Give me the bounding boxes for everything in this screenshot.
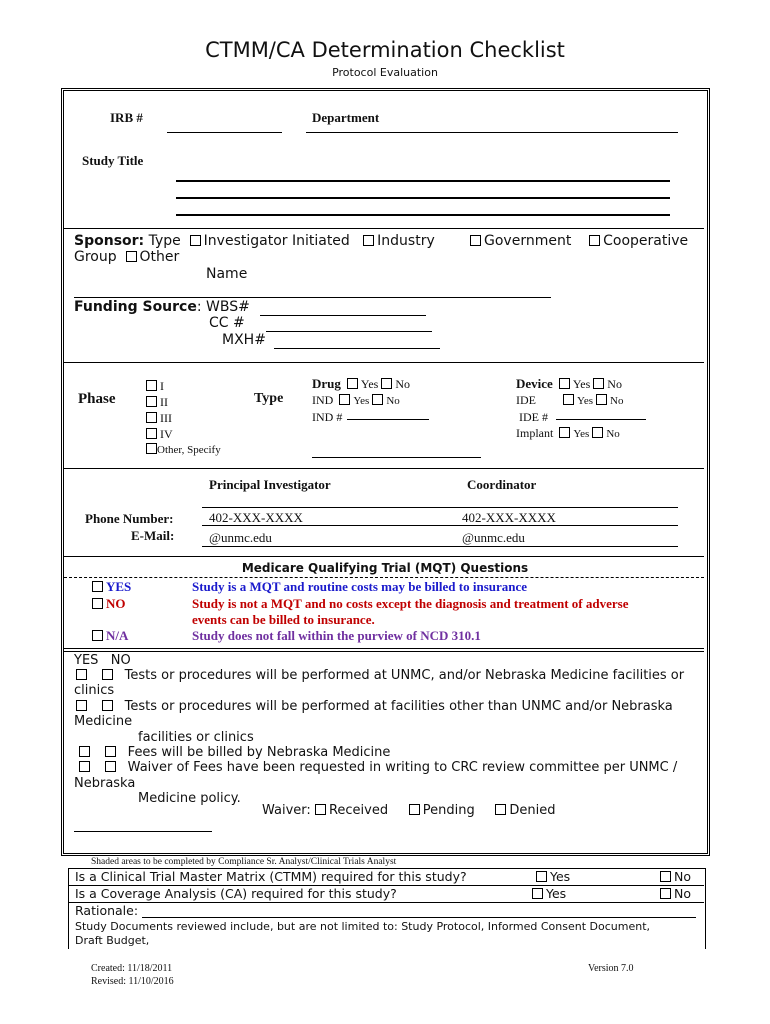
ind-number-field[interactable] bbox=[347, 419, 429, 420]
q2-text-cont: Medicine bbox=[74, 714, 133, 730]
implant-yes-checkbox[interactable] bbox=[559, 427, 570, 438]
phone-field-line bbox=[202, 525, 678, 526]
sponsor-label: Sponsor: bbox=[74, 233, 145, 249]
page-title: CTMM/CA Determination Checklist bbox=[205, 38, 565, 62]
device-yes-checkbox[interactable] bbox=[559, 378, 570, 389]
department-label: Department bbox=[312, 110, 380, 125]
email-label: E-Mail: bbox=[131, 528, 175, 543]
sponsor-name-field[interactable] bbox=[74, 297, 551, 298]
implant-no-label: No bbox=[606, 428, 620, 440]
page-subtitle: Protocol Evaluation bbox=[332, 66, 438, 79]
ctmm-question: Is a Clinical Trial Master Matrix (CTMM) required for this study? bbox=[75, 869, 467, 884]
phase-options bbox=[146, 378, 221, 458]
study-title-field-1[interactable] bbox=[176, 180, 670, 182]
ctmm-no-option[interactable] bbox=[660, 869, 691, 884]
waiver-label: Waiver: bbox=[262, 803, 311, 818]
phase-other-label: Other, Specify bbox=[157, 444, 221, 456]
q4-text: Waiver of Fees have been requested in writing to CRC review committee per UNMC / bbox=[127, 760, 678, 776]
wbs-label: : WBS# bbox=[196, 299, 250, 315]
section-divider bbox=[64, 228, 704, 229]
study-title-field-3[interactable] bbox=[176, 214, 670, 216]
device-block bbox=[516, 376, 623, 442]
ide-number-field[interactable] bbox=[556, 419, 646, 420]
implant-yes-label: Yes bbox=[573, 428, 590, 440]
drug-yes-label: Yes bbox=[360, 377, 379, 391]
mqt-na-text: Study does not fall within the purview of NCD 310.1 bbox=[192, 628, 481, 643]
device-yes-label: Yes bbox=[572, 377, 591, 391]
mxh-field[interactable] bbox=[274, 348, 440, 349]
signature-field[interactable] bbox=[74, 831, 212, 832]
phase-i-checkbox[interactable] bbox=[146, 380, 157, 391]
phase-i-label: I bbox=[160, 379, 164, 393]
ctmm-no-checkbox[interactable] bbox=[660, 871, 671, 882]
ide-no-label: No bbox=[610, 395, 624, 407]
q2-no-checkbox[interactable] bbox=[102, 700, 113, 711]
waiver-pending-checkbox[interactable] bbox=[409, 804, 420, 815]
revised-date: Revised: 11/10/2016 bbox=[91, 976, 174, 987]
waiver-denied-label: Denied bbox=[509, 803, 556, 818]
mqt-header: Medicare Qualifying Trial (MQT) Questions bbox=[241, 561, 529, 575]
drug-no-label: No bbox=[395, 377, 411, 391]
name-field[interactable] bbox=[202, 507, 678, 508]
cooperative-label: Cooperative bbox=[603, 233, 689, 249]
sponsor-row bbox=[74, 233, 435, 249]
waiver-received-label: Received bbox=[328, 803, 389, 818]
group-label: Group bbox=[74, 249, 117, 265]
version-label: Version 7.0 bbox=[588, 963, 634, 974]
irb-field[interactable] bbox=[167, 132, 282, 133]
cooperative-checkbox[interactable] bbox=[589, 235, 600, 246]
ide-label: IDE bbox=[516, 393, 536, 407]
ind-label: IND bbox=[312, 393, 334, 407]
created-date: Created: 11/18/2011 bbox=[91, 963, 173, 974]
sponsor-row-right bbox=[470, 233, 688, 249]
mqt-no-checkbox[interactable] bbox=[92, 598, 103, 609]
implant-no-checkbox[interactable] bbox=[592, 427, 603, 438]
waiver-denied-checkbox[interactable] bbox=[495, 804, 506, 815]
funding-row bbox=[74, 299, 250, 315]
sponsor-row-2 bbox=[74, 249, 179, 265]
drug-yes-checkbox[interactable] bbox=[347, 378, 358, 389]
ide-yes-label: Yes bbox=[577, 395, 594, 407]
study-title-label: Study Title bbox=[82, 153, 144, 168]
q4-yes-checkbox[interactable] bbox=[79, 761, 90, 772]
q3-text: Fees will be billed by Nebraska Medicine bbox=[127, 745, 391, 761]
q3-no-checkbox[interactable] bbox=[105, 746, 116, 757]
q3-yes-checkbox[interactable] bbox=[79, 746, 90, 757]
mqt-na-checkbox[interactable] bbox=[92, 630, 103, 641]
drug-label: Drug bbox=[312, 376, 341, 391]
documents-text-1: Study Documents reviewed include, but are not limited to: Study Protocol, Informed Consent Document, bbox=[75, 920, 651, 933]
irb-label: IRB # bbox=[110, 110, 143, 125]
sponsor-type-label: Type bbox=[148, 233, 181, 249]
device-no-checkbox[interactable] bbox=[593, 378, 604, 389]
ind-yes-label: Yes bbox=[353, 395, 370, 407]
drug-no-checkbox[interactable] bbox=[381, 378, 392, 389]
yesno-header: YES NO bbox=[74, 653, 131, 668]
phase-iii-checkbox[interactable] bbox=[146, 412, 157, 423]
email-field-line bbox=[202, 546, 678, 547]
documents-text-2: Draft Budget, bbox=[75, 934, 150, 947]
device-label: Device bbox=[516, 376, 553, 391]
wbs-field[interactable] bbox=[260, 315, 426, 316]
phase-iv-checkbox[interactable] bbox=[146, 428, 157, 439]
section-divider bbox=[64, 651, 704, 652]
mqt-yes-label: YES bbox=[106, 579, 132, 594]
rationale-field[interactable] bbox=[142, 917, 696, 918]
section-divider bbox=[64, 556, 704, 557]
waiver-row bbox=[262, 803, 556, 818]
pi-phone[interactable]: 402-XXX-XXXX bbox=[209, 510, 303, 525]
ca-no-option[interactable] bbox=[660, 886, 691, 901]
rationale-label: Rationale: bbox=[75, 903, 139, 918]
mxh-label: MXH# bbox=[222, 332, 266, 348]
ca-no-checkbox[interactable] bbox=[660, 888, 671, 899]
ide-number-label: IDE # bbox=[519, 410, 548, 424]
q2-text: Tests or procedures will be performed at facilities other than UNMC and/or Nebraska bbox=[124, 698, 673, 714]
mqt-no-option[interactable] bbox=[92, 596, 126, 612]
government-label: Government bbox=[484, 233, 572, 249]
ind-yes-checkbox[interactable] bbox=[339, 394, 350, 405]
ind-no-label: No bbox=[386, 395, 400, 407]
ctmm-yes-label: Yes bbox=[550, 869, 571, 884]
phase-ii-checkbox[interactable] bbox=[146, 396, 157, 407]
q2-yes-checkbox[interactable] bbox=[76, 700, 87, 711]
coord-email[interactable]: @unmc.edu bbox=[462, 530, 525, 545]
ctmm-yes-option[interactable] bbox=[536, 869, 570, 884]
phase-ii-label: II bbox=[160, 395, 168, 409]
study-title-field-2[interactable] bbox=[176, 197, 670, 199]
mqt-na-option[interactable] bbox=[92, 628, 128, 644]
waiver-received-checkbox[interactable] bbox=[315, 804, 326, 815]
ca-yes-checkbox[interactable] bbox=[532, 888, 543, 899]
ide-no-checkbox[interactable] bbox=[596, 394, 607, 405]
q1-no-checkbox[interactable] bbox=[102, 669, 113, 680]
mqt-no-label: NO bbox=[106, 596, 126, 611]
phone-label: Phone Number: bbox=[85, 511, 174, 526]
coordinator-header: Coordinator bbox=[467, 477, 537, 492]
phase-label: Phase bbox=[78, 391, 116, 407]
type-label: Type bbox=[254, 391, 284, 406]
yesno-questions bbox=[76, 668, 684, 807]
cc-label: CC # bbox=[209, 315, 245, 331]
department-field[interactable] bbox=[306, 132, 678, 133]
q4-no-checkbox[interactable] bbox=[105, 761, 116, 772]
q4-text-cont-2: Medicine policy. bbox=[138, 791, 241, 807]
phase-iv-label: IV bbox=[160, 427, 173, 441]
section-divider bbox=[64, 648, 704, 649]
phase-iii-label: III bbox=[160, 411, 172, 425]
ind-number-label: IND # bbox=[312, 410, 343, 424]
other-checkbox[interactable] bbox=[126, 251, 137, 262]
mqt-no-text-1: Study is not a MQT and no costs except the diagnosis and treatment of adverse bbox=[192, 596, 629, 611]
industry-label: Industry bbox=[377, 233, 435, 249]
pi-email[interactable]: @unmc.edu bbox=[209, 530, 272, 545]
waiver-pending-label: Pending bbox=[422, 803, 475, 818]
ca-no-label: No bbox=[674, 886, 691, 901]
mqt-divider bbox=[64, 577, 704, 578]
ctmm-no-label: No bbox=[674, 869, 691, 884]
ca-question: Is a Coverage Analysis (CA) required for this study? bbox=[75, 886, 397, 901]
mqt-yes-option[interactable] bbox=[92, 579, 131, 595]
section-divider bbox=[64, 362, 704, 363]
mqt-yes-checkbox[interactable] bbox=[92, 581, 103, 592]
ind-no-checkbox[interactable] bbox=[372, 394, 383, 405]
cc-field[interactable] bbox=[266, 331, 432, 332]
device-no-label: No bbox=[607, 377, 622, 391]
mqt-yes-text: Study is a MQT and routine costs may be billed to insurance bbox=[192, 579, 528, 594]
phase-other-checkbox[interactable] bbox=[146, 443, 157, 454]
q1-text-cont: clinics bbox=[74, 683, 115, 699]
section-divider bbox=[64, 468, 704, 469]
compliance-note: Shaded areas to be completed by Compliance Sr. Analyst/Clinical Trials Analyst bbox=[91, 857, 397, 867]
industry-checkbox[interactable] bbox=[363, 235, 374, 246]
ca-yes-option[interactable] bbox=[532, 886, 566, 901]
other-label: Other bbox=[139, 249, 180, 265]
mqt-no-text-2: events can be billed to insurance. bbox=[192, 612, 375, 627]
ctmm-yes-checkbox[interactable] bbox=[536, 871, 547, 882]
pi-header: Principal Investigator bbox=[209, 477, 331, 492]
investigator-checkbox[interactable] bbox=[190, 235, 201, 246]
drug-block bbox=[312, 376, 410, 425]
funding-label: Funding Source bbox=[74, 299, 197, 315]
q4-text-cont: Nebraska bbox=[74, 775, 136, 791]
coord-phone[interactable]: 402-XXX-XXXX bbox=[462, 510, 556, 525]
ca-yes-label: Yes bbox=[546, 886, 567, 901]
government-checkbox[interactable] bbox=[470, 235, 481, 246]
q1-yes-checkbox[interactable] bbox=[76, 669, 87, 680]
mqt-na-label: N/A bbox=[106, 628, 129, 643]
implant-label: Implant bbox=[516, 426, 554, 440]
q1-text: Tests or procedures will be performed at UNMC, and/or Nebraska Medicine facilities or bbox=[124, 668, 685, 683]
sponsor-name-label: Name bbox=[206, 266, 248, 282]
investigator-label: Investigator Initiated bbox=[203, 233, 350, 249]
table-row-divider bbox=[68, 902, 704, 903]
phase-other-field[interactable] bbox=[312, 457, 481, 458]
q2-text-cont-2: facilities or clinics bbox=[138, 729, 254, 745]
ide-yes-checkbox[interactable] bbox=[563, 394, 574, 405]
